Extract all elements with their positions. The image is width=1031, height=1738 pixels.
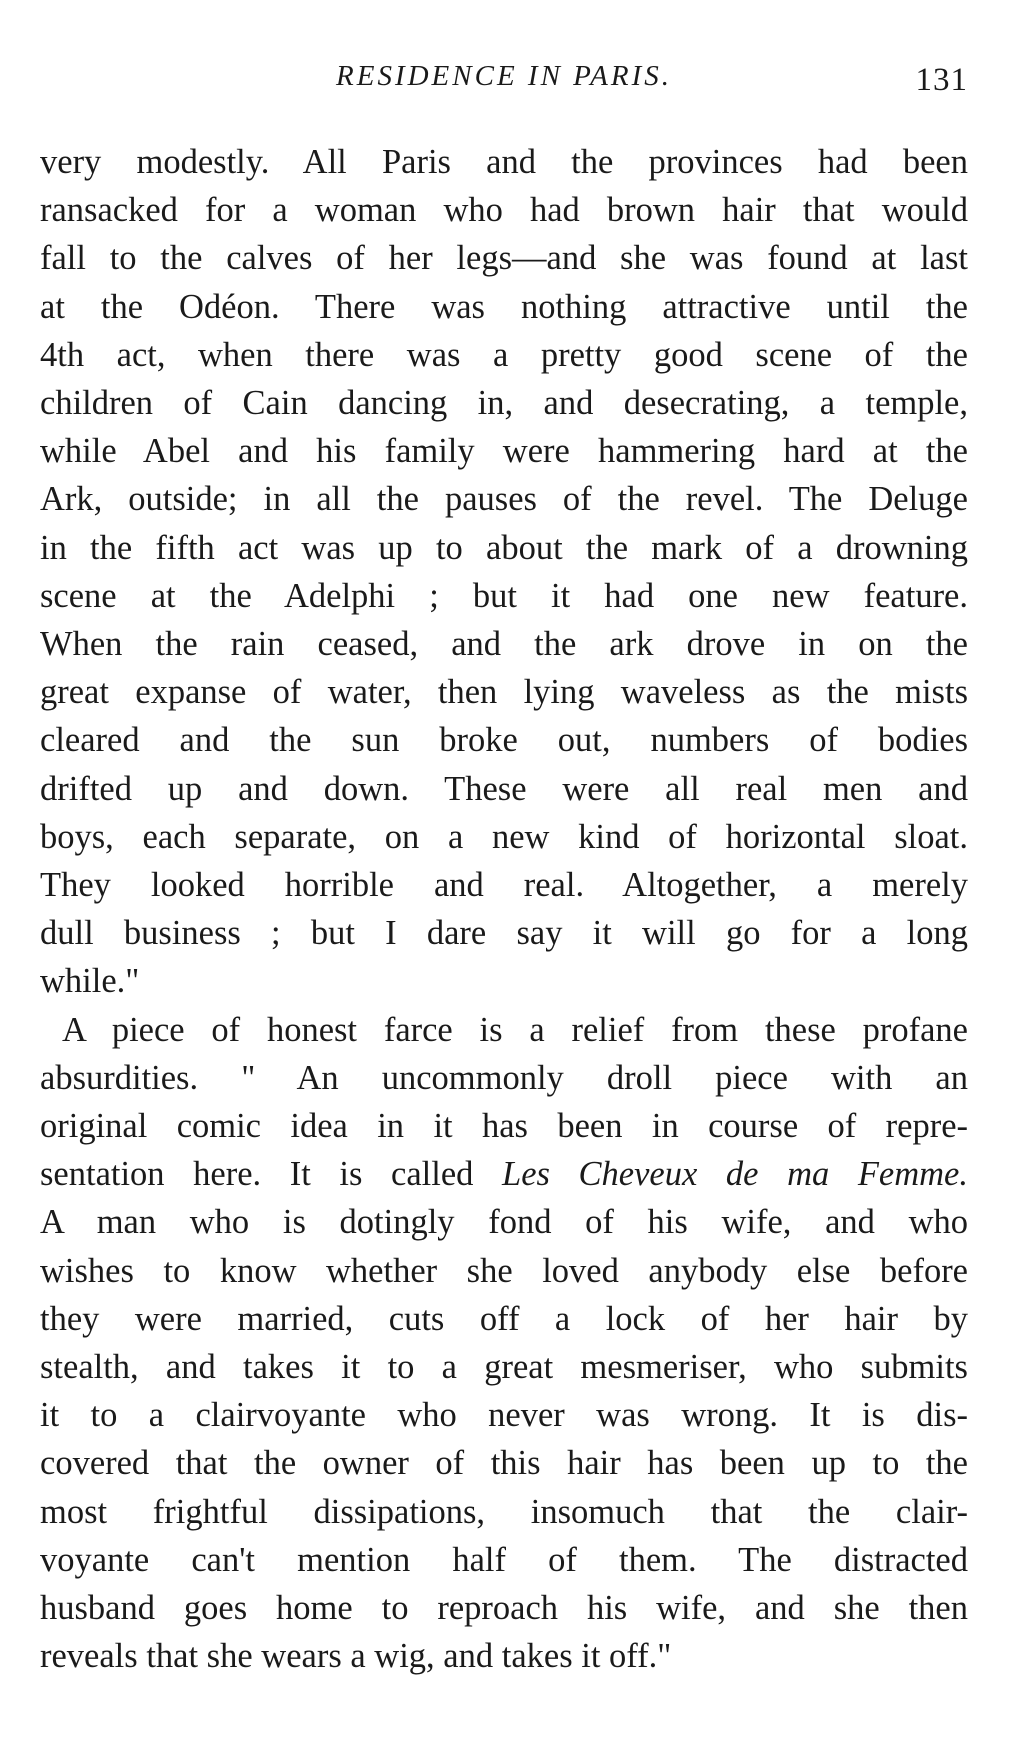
text-line: fall to the calves of her legs—and she was found at last — [40, 239, 968, 278]
text-line: A man who is dotingly fond of his wife, and who — [40, 1203, 968, 1242]
text-line: wishes to know whether she loved anybody else before — [40, 1251, 968, 1290]
text-line: while." — [40, 962, 140, 1001]
text-line: at the Odéon. There was nothing attractive until the — [40, 287, 968, 326]
running-head — [40, 56, 968, 106]
running-head-title: RESIDENCE IN PARIS. — [336, 60, 672, 92]
text-line: scene at the Adelphi ; but it had one new feature. — [40, 576, 968, 615]
text-line: they were married, cuts off a lock of her hair by — [40, 1299, 968, 1338]
text-line: ransacked for a woman who had brown hair that would — [40, 191, 968, 230]
text-line-with-title — [40, 1150, 968, 1198]
text-line: drifted up and down. These were all real men and — [40, 769, 968, 808]
text-line: When the rain ceased, and the ark drove in on the — [40, 625, 968, 664]
text-line: most frightful dissipations, insomuch that the clair- — [40, 1492, 968, 1531]
text-line: absurdities. " An uncommonly droll piece with an — [40, 1058, 968, 1097]
text-line: 4th act, when there was a pretty good scene of the — [40, 335, 968, 374]
body-text — [40, 138, 968, 1681]
paragraph-2 — [40, 1006, 968, 1681]
text-line: cleared and the sun broke out, numbers of bodies — [40, 721, 968, 760]
text-line: voyante can't mention half of them. The distracted — [40, 1540, 968, 1579]
text-line: children of Cain dancing in, and desecrating, a temple, — [40, 384, 968, 423]
text-line: Ark, outside; in all the pauses of the revel. The Deluge — [40, 480, 968, 519]
text-line: boys, each separate, on a new kind of horizontal sloat. — [40, 817, 968, 856]
page-number: 131 — [915, 62, 968, 98]
text-line: dull business ; but I dare say it will go for a long — [40, 914, 968, 953]
text-line: A piece of honest farce is a relief from these profane — [62, 1010, 968, 1049]
text-line: while Abel and his family were hammering hard at the — [40, 432, 968, 471]
text-line-fragment: sentation here. It is called — [40, 1155, 503, 1194]
text-line: stealth, and takes it to a great mesmeriser, who submits — [40, 1348, 968, 1387]
text-line: husband goes home to reproach his wife, and she then — [40, 1589, 968, 1628]
text-line: covered that the owner of this hair has been up to the — [40, 1444, 968, 1483]
text-line: original comic idea in it has been in course of repre- — [40, 1107, 968, 1146]
text-line: in the fifth act was up to about the mark of a drowning — [40, 528, 968, 567]
paragraph-1 — [40, 138, 968, 1006]
text-line: great expanse of water, then lying waveless as the mists — [40, 673, 968, 712]
text-line: reveals that she wears a wig, and takes it off." — [40, 1637, 672, 1676]
text-line: very modestly. All Paris and the provinces had been — [40, 143, 968, 181]
text-line: They looked horrible and real. Altogether, a merely — [40, 866, 968, 905]
play-title: Les Cheveux de ma Femme. — [502, 1155, 968, 1194]
text-line: it to a clairvoyante who never was wrong. It is dis- — [40, 1396, 968, 1435]
